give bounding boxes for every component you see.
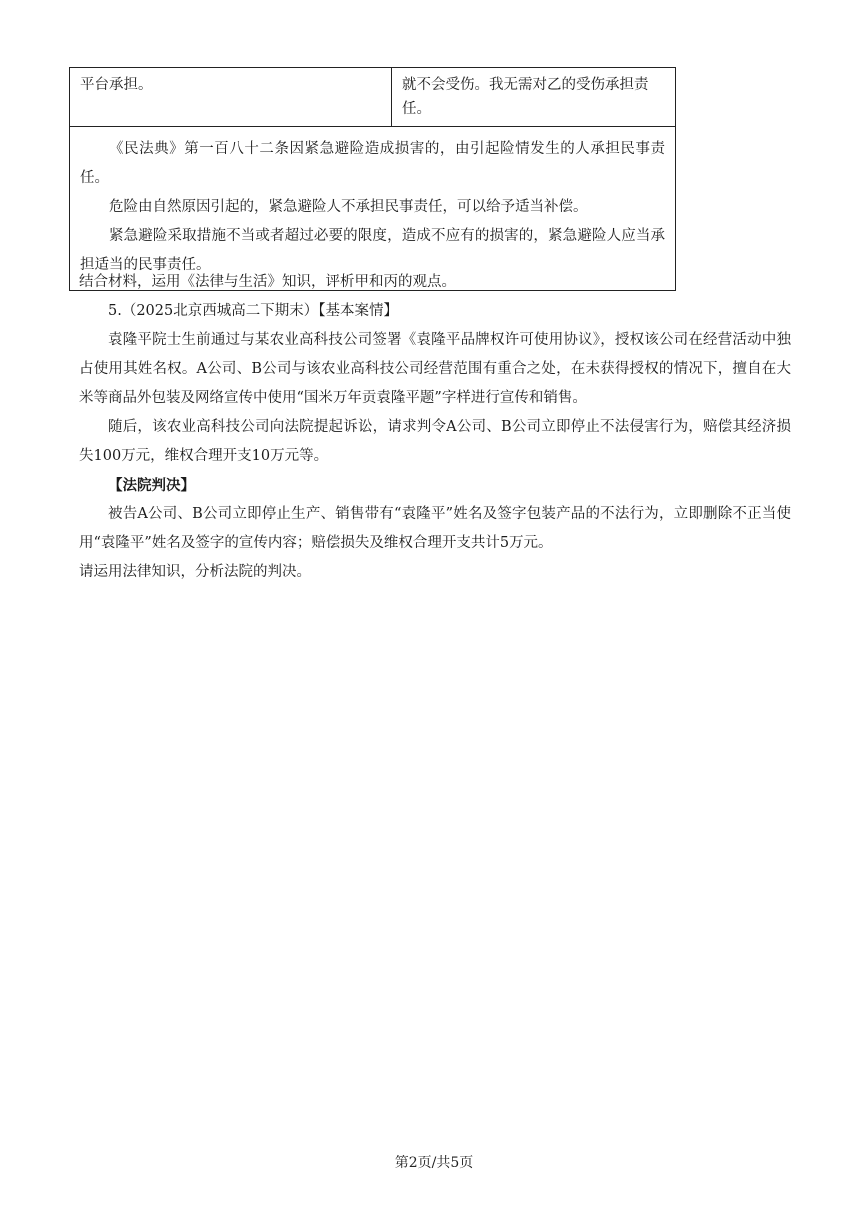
q4-prompt: 结合材料，运用《法律与生活》知识，评析甲和丙的观点。 [79, 274, 456, 290]
q5-title: 5.（2025北京西城高二下期末）【基本案情】 [108, 303, 398, 319]
page-number: 第2页/共5页 [394, 1155, 474, 1171]
verdict-paragraph: 被告A公司、B公司立即停止生产、销售带有“袁隆平”姓名及签字包装产品的不法行为，立即删除不正当使用“袁隆平”姓名及签字的宣传内容；赔偿损失及维权合理开支共计5万元。 [79, 506, 791, 551]
material-table [69, 67, 676, 291]
table-row [70, 68, 676, 127]
law-paragraph: 《民法典》第一百八十二条因紧急避险造成损害的，由引起险情发生的人承担民事责任。 [80, 141, 665, 186]
law-paragraph: 紧急避险采取措施不当或者超过必要的限度，造成不应有的损害的，紧急避险人应当承担适当的民事责任。 [80, 228, 665, 273]
case-paragraph: 随后，该农业高科技公司向法院提起诉讼，请求判令A公司、B公司立即停止不法侵害行为，赔偿其经济损失100万元，维权合理开支10万元等。 [79, 419, 791, 464]
q5-prompt: 请运用法律知识，分析法院的判决。 [79, 564, 311, 580]
law-paragraph: 危险由自然原因引起的，紧急避险人不承担民事责任，可以给予适当补偿。 [109, 199, 588, 215]
verdict-heading: 【法院判决】 [108, 477, 195, 494]
table-cell-right: 就不会受伤。我无需对乙的受伤承担责任。 [392, 68, 676, 127]
question-body [79, 268, 791, 587]
table-row [70, 127, 676, 291]
law-excerpt-cell [70, 127, 676, 291]
case-paragraph: 袁隆平院士生前通过与某农业高科技公司签署《袁隆平品牌权许可使用协议》，授权该公司在经营活动中独占使用其姓名权。A公司、B公司与该农业高科技公司经营范围有重合之处，在未获得授权的情况下，擅自在大米等商品外包装及网络宣传中使用“国米万年贡袁隆平题”字样进行宣传和销售。 [79, 332, 791, 406]
table-cell-left: 平台承担。 [70, 68, 392, 127]
